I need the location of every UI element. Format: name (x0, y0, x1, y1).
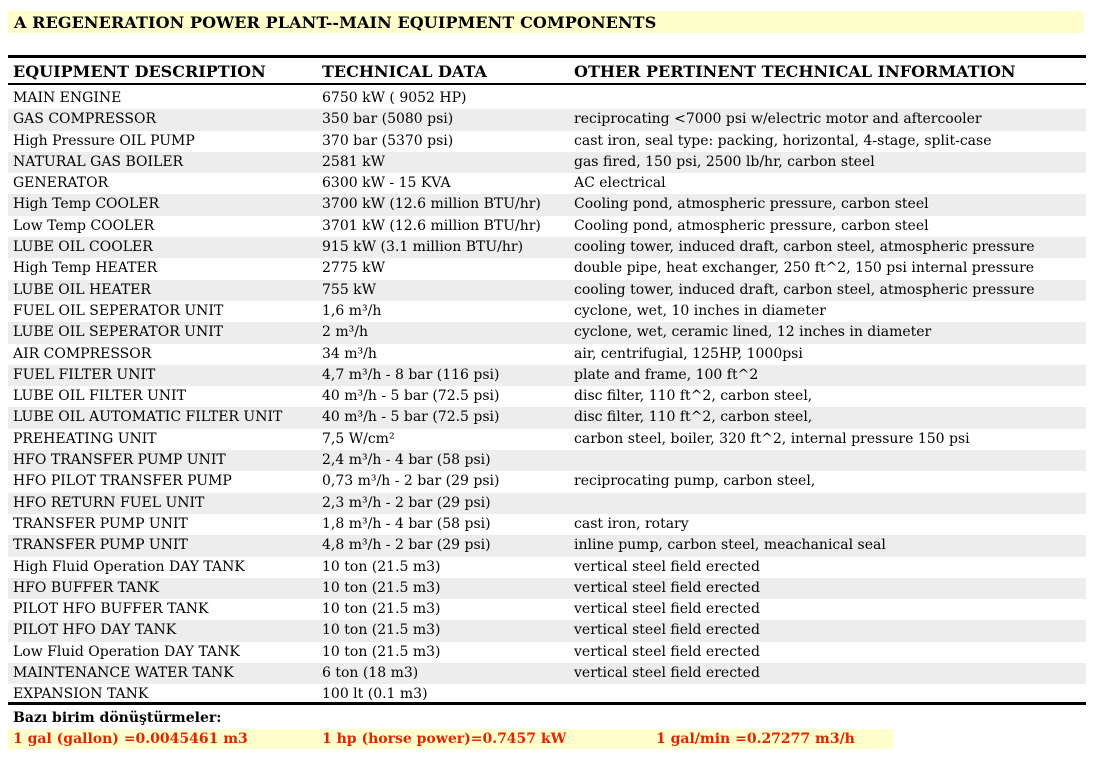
technical-data-cell: 10 ton (21.5 m3) (322, 579, 441, 596)
table-row (8, 642, 1086, 663)
technical-data-cell: 1,8 m³/h - 4 bar (58 psi) (322, 515, 491, 532)
table-row (8, 344, 1086, 365)
equipment-description-cell: High Pressure OIL PUMP (13, 132, 195, 149)
equipment-description-cell: MAIN ENGINE (13, 90, 122, 106)
table-row (8, 535, 1086, 556)
technical-data-cell: 3701 kW (12.6 million BTU/hr) (322, 217, 541, 234)
other-info-cell: vertical steel field erected (574, 601, 760, 618)
technical-data-cell: 6750 kW ( 9052 HP) (322, 90, 467, 106)
other-info-cell: vertical steel field erected (574, 579, 760, 596)
other-info-cell: air, centrifugial, 125HP, 1000psi (574, 345, 803, 362)
table-bottom-rule (8, 702, 1086, 705)
technical-data-cell: 1,6 m³/h (322, 302, 382, 319)
equipment-description-cell: Low Fluid Operation DAY TANK (13, 643, 240, 660)
equipment-description-cell: Low Temp COOLER (13, 217, 155, 234)
other-info-cell: Cooling pond, atmospheric pressure, carbon steel (574, 217, 929, 234)
technical-data-cell: 40 m³/h - 5 bar (72.5 psi) (322, 388, 500, 405)
other-info-cell: Cooling pond, atmospheric pressure, carbon steel (574, 196, 929, 213)
technical-data-cell: 2 m³/h (322, 324, 368, 341)
technical-data-cell: 100 lt (0.1 m3) (322, 686, 428, 703)
other-info-cell: cooling tower, induced draft, carbon steel, atmospheric pressure (574, 239, 1035, 256)
equipment-description-cell: NATURAL GAS BOILER (13, 153, 184, 170)
equipment-description-cell: HFO PILOT TRANSFER PUMP (13, 473, 232, 490)
table-row (8, 109, 1086, 130)
table-row (8, 429, 1086, 450)
table-row (8, 258, 1086, 279)
table-row (8, 365, 1086, 386)
table-row (8, 407, 1086, 428)
conversion-gallon: 1 gal (gallon) =0.0045461 m3 (13, 731, 248, 747)
technical-data-cell: 4,7 m³/h - 8 bar (116 psi) (322, 366, 500, 383)
equipment-description-cell: FUEL FILTER UNIT (13, 366, 156, 383)
conversion-horsepower: 1 hp (horse power)=0.7457 kW (322, 731, 567, 747)
technical-data-cell: 755 kW (322, 281, 377, 298)
other-info-cell: vertical steel field erected (574, 643, 760, 660)
title-bar (8, 11, 1084, 33)
technical-data-cell: 6 ton (18 m3) (322, 665, 419, 682)
other-info-cell: cooling tower, induced draft, carbon steel, atmospheric pressure (574, 281, 1035, 298)
equipment-description-cell: MAINTENANCE WATER TANK (13, 665, 234, 682)
table-top-rule (8, 55, 1086, 58)
equipment-description-cell: PREHEATING UNIT (13, 430, 157, 447)
other-info-cell: inline pump, carbon steel, meachanical seal (574, 537, 886, 554)
other-info-cell: vertical steel field erected (574, 665, 760, 682)
technical-data-cell: 6300 kW - 15 KVA (322, 175, 451, 192)
technical-data-cell: 4,8 m³/h - 2 bar (29 psi) (322, 537, 491, 554)
header-rule (8, 83, 1086, 85)
other-info-cell: AC electrical (574, 175, 666, 192)
technical-data-cell: 350 bar (5080 psi) (322, 111, 454, 128)
other-info-cell: double pipe, heat exchanger, 250 ft^2, 150 psi internal pressure (574, 260, 1035, 277)
equipment-description-cell: HFO BUFFER TANK (13, 579, 159, 596)
table-row (8, 237, 1086, 258)
technical-data-cell: 2,3 m³/h - 2 bar (29 psi) (322, 494, 491, 511)
table-row (8, 450, 1086, 471)
column-header-other-info: OTHER PERTINENT TECHNICAL INFORMATION (574, 62, 1016, 81)
table-row (8, 280, 1086, 301)
other-info-cell: cyclone, wet, 10 inches in diameter (574, 302, 826, 319)
equipment-description-cell: GAS COMPRESSOR (13, 111, 156, 128)
other-info-cell: vertical steel field erected (574, 622, 760, 639)
table-row (8, 173, 1086, 194)
table-row (8, 301, 1086, 322)
technical-data-cell: 2775 kW (322, 260, 385, 277)
page-title: A REGENERATION POWER PLANT--MAIN EQUIPMENT COMPONENTS (14, 13, 657, 32)
other-info-cell: reciprocating <7000 psi w/electric motor and aftercooler (574, 111, 982, 128)
equipment-description-cell: LUBE OIL COOLER (13, 239, 153, 256)
other-info-cell: cast iron, rotary (574, 515, 689, 532)
technical-data-cell: 10 ton (21.5 m3) (322, 643, 441, 660)
table-row (8, 557, 1086, 578)
table-row (8, 194, 1086, 215)
equipment-description-cell: TRANSFER PUMP UNIT (13, 515, 188, 532)
other-info-cell: gas fired, 150 psi, 2500 lb/hr, carbon steel (574, 153, 875, 170)
technical-data-cell: 7,5 W/cm² (322, 430, 395, 447)
equipment-description-cell: PILOT HFO DAY TANK (13, 622, 177, 639)
equipment-description-cell: LUBE OIL AUTOMATIC FILTER UNIT (13, 409, 283, 426)
technical-data-cell: 10 ton (21.5 m3) (322, 601, 441, 618)
table-row (8, 216, 1086, 237)
other-info-cell: plate and frame, 100 ft^2 (574, 366, 759, 383)
technical-data-cell: 34 m³/h (322, 345, 377, 362)
equipment-description-cell: AIR COMPRESSOR (13, 345, 152, 362)
technical-data-cell: 0,73 m³/h - 2 bar (29 psi) (322, 473, 500, 490)
other-info-cell: vertical steel field erected (574, 558, 760, 575)
table-row (8, 322, 1086, 343)
technical-data-cell: 915 kW (3.1 million BTU/hr) (322, 239, 524, 256)
column-header-equipment: EQUIPMENT DESCRIPTION (13, 62, 266, 81)
equipment-description-cell: LUBE OIL HEATER (13, 281, 151, 298)
equipment-description-cell: GENERATOR (13, 175, 109, 192)
table-row (8, 578, 1086, 599)
technical-data-cell: 370 bar (5370 psi) (322, 132, 454, 149)
other-info-cell: carbon steel, boiler, 320 ft^2, internal pressure 150 psi (574, 430, 970, 447)
table-row (8, 386, 1086, 407)
table-row (8, 663, 1086, 684)
equipment-description-cell: TRANSFER PUMP UNIT (13, 537, 188, 554)
table-row (8, 620, 1086, 641)
table-row (8, 493, 1086, 514)
technical-data-cell: 10 ton (21.5 m3) (322, 558, 441, 575)
table-row (8, 514, 1086, 535)
equipment-description-cell: High Temp COOLER (13, 196, 160, 213)
other-info-cell: reciprocating pump, carbon steel, (574, 473, 816, 490)
equipment-description-cell: PILOT HFO BUFFER TANK (13, 601, 209, 618)
other-info-cell: disc filter, 110 ft^2, carbon steel, (574, 409, 813, 426)
table-row (8, 88, 1086, 109)
technical-data-cell: 3700 kW (12.6 million BTU/hr) (322, 196, 541, 213)
other-info-cell: cyclone, wet, ceramic lined, 12 inches in diameter (574, 324, 932, 341)
equipment-description-cell: HFO RETURN FUEL UNIT (13, 494, 205, 511)
technical-data-cell: 10 ton (21.5 m3) (322, 622, 441, 639)
equipment-description-cell: High Fluid Operation DAY TANK (13, 558, 245, 575)
equipment-table-body (8, 88, 1086, 706)
column-header-technical-data: TECHNICAL DATA (322, 62, 487, 81)
equipment-description-cell: HFO TRANSFER PUMP UNIT (13, 452, 226, 469)
conversions-title: Bazı birim dönüştürmeler: (13, 710, 222, 726)
other-info-cell: cast iron, seal type: packing, horizontal, 4-stage, split-case (574, 132, 992, 149)
equipment-description-cell: LUBE OIL SEPERATOR UNIT (13, 324, 224, 341)
table-row (8, 599, 1086, 620)
other-info-cell: disc filter, 110 ft^2, carbon steel, (574, 388, 813, 405)
equipment-description-cell: High Temp HEATER (13, 260, 158, 277)
technical-data-cell: 40 m³/h - 5 bar (72.5 psi) (322, 409, 500, 426)
conversion-gal-per-min: 1 gal/min =0.27277 m3/h (656, 731, 855, 747)
equipment-description-cell: FUEL OIL SEPERATOR UNIT (13, 302, 224, 319)
equipment-description-cell: LUBE OIL FILTER UNIT (13, 388, 186, 405)
equipment-description-cell: EXPANSION TANK (13, 686, 149, 703)
table-row (8, 152, 1086, 173)
table-row (8, 131, 1086, 152)
technical-data-cell: 2581 kW (322, 153, 385, 170)
technical-data-cell: 2,4 m³/h - 4 bar (58 psi) (322, 452, 491, 469)
table-row (8, 471, 1086, 492)
